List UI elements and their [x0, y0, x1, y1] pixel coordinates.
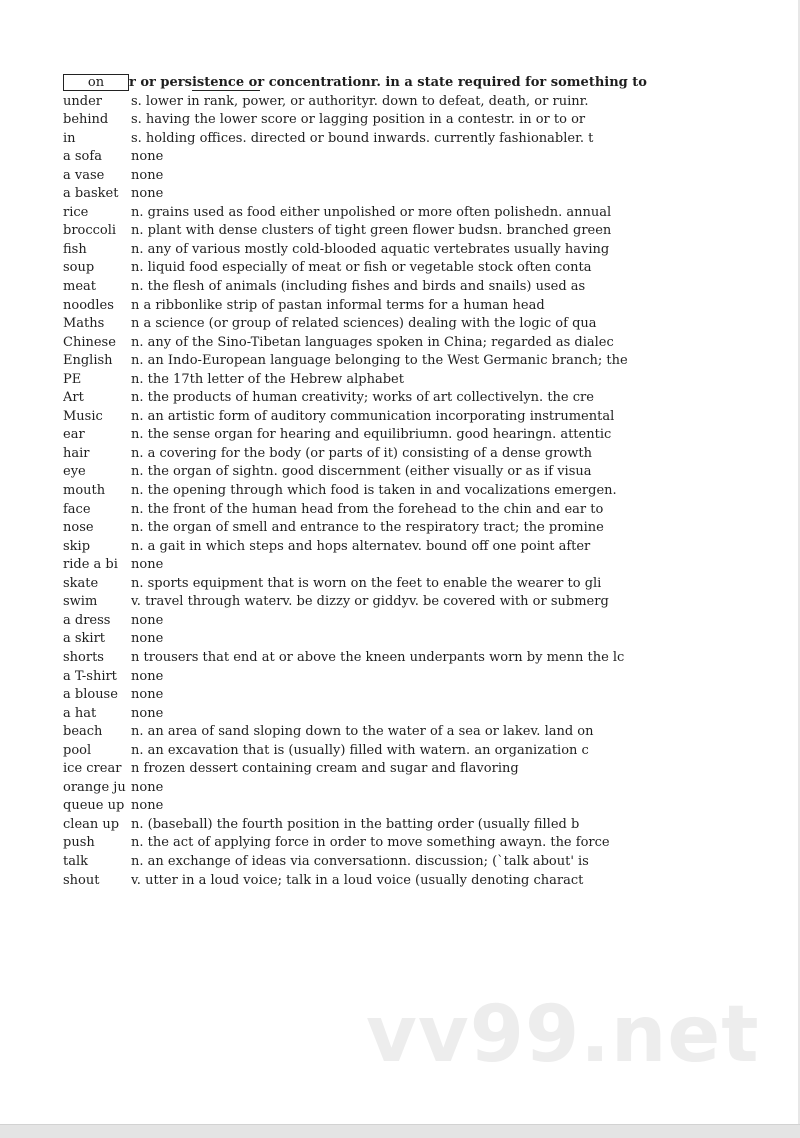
definition-cell: n. the front of the human head from the forehead to the chin and ear to — [131, 501, 604, 517]
definition-cell: n. the sense organ for hearing and equilibriumn. good hearingn. attentic — [131, 427, 612, 443]
definition-cell: n. any of the Sino-Tibetan languages spoken in China; regarded as dialec — [131, 334, 614, 350]
definition-cell: v. travel through waterv. be dizzy or giddyv. be covered with or submerg — [131, 594, 609, 610]
word-cell: push — [63, 834, 131, 853]
table-row — [63, 408, 675, 427]
table-row — [63, 538, 675, 557]
viewer-bottom-bar — [0, 1124, 800, 1138]
table-row — [63, 519, 675, 538]
table-row — [63, 723, 675, 742]
table-row — [63, 593, 675, 612]
table-row — [63, 278, 675, 297]
definition-cell: n. the flesh of animals (including fishes and birds and snails) used as — [131, 279, 586, 295]
definition-cell: n. an Indo-European language belonging to the West Germanic branch; the — [131, 353, 628, 369]
definition-cell: n. grains used as food either unpolished or more often polishedn. annual — [131, 204, 612, 220]
definition-cell: n. an exchange of ideas via conversationn. discussion; (`talk about' is — [131, 853, 589, 869]
word-cell: in — [63, 130, 131, 149]
table-row — [63, 297, 675, 316]
table-row — [63, 649, 675, 668]
table-row — [63, 389, 675, 408]
definition-cell: none — [131, 149, 164, 165]
word-cell: Chinese — [63, 334, 131, 353]
definition-cell: n. the products of human creativity; works of art collectivelyn. the cre — [131, 390, 594, 406]
word-cell: a dress — [63, 612, 131, 631]
table-row — [63, 259, 675, 278]
definition-cell: none — [131, 186, 164, 202]
definition-cell: n trousers that end at or above the kneen underpants worn by menn the lc — [131, 649, 625, 665]
definition-cell: s. holding offices. directed or bound inwards. currently fashionabler. t — [131, 130, 594, 146]
table-row — [63, 779, 675, 798]
word-cell: eye — [63, 463, 131, 482]
definition-cell: n. any of various mostly cold-blooded aquatic vertebrates usually having — [131, 241, 610, 257]
word-list-table — [63, 74, 675, 890]
word-cell: PE — [63, 371, 131, 390]
table-row — [63, 426, 675, 445]
word-cell: Art — [63, 389, 131, 408]
word-cell: a T-shirt — [63, 668, 131, 687]
definition-cell: none — [131, 167, 164, 183]
word-rows — [63, 93, 675, 891]
definition-cell: v. utter in a loud voice; talk in a loud voice (usually denoting charact — [131, 872, 584, 888]
word-cell: swim — [63, 593, 131, 612]
word-cell: a blouse — [63, 686, 131, 705]
word-cell: ice crear — [63, 760, 131, 779]
definition-cell: n. the opening through which food is taken in and vocalizations emergen. — [131, 483, 617, 499]
word-cell: ride a bi — [63, 556, 131, 575]
table-row — [63, 463, 675, 482]
word-cell: queue up — [63, 797, 131, 816]
table-row — [63, 872, 675, 891]
word-cell: English — [63, 352, 131, 371]
definition-cell: n. the 17th letter of the Hebrew alphabet — [131, 371, 404, 387]
definition-cell: n a science (or group of related sciences) dealing with the logic of qua — [131, 316, 597, 332]
definition-cell: n. an artistic form of auditory communication incorporating instrumental — [131, 408, 615, 424]
word-cell: shorts — [63, 649, 131, 668]
word-cell: clean up — [63, 816, 131, 835]
definition-cell: none — [131, 631, 164, 647]
definition-cell: n a ribbonlike strip of pastan informal terms for a human head — [131, 297, 545, 313]
definition-cell: s. having the lower score or lagging position in a contestr. in or to or — [131, 112, 586, 128]
table-row — [63, 241, 675, 260]
table-row — [63, 742, 675, 761]
header-word-cell[interactable]: on — [63, 74, 129, 91]
word-cell: Maths — [63, 315, 131, 334]
word-cell: Music — [63, 408, 131, 427]
table-row — [63, 853, 675, 872]
definition-cell: n. a gait in which steps and hops alternatev. bound off one point after — [131, 538, 591, 554]
table-row — [63, 482, 675, 501]
table-row — [63, 334, 675, 353]
definition-cell: n. liquid food especially of meat or fish or vegetable stock often conta — [131, 260, 592, 276]
table-row — [63, 760, 675, 779]
definition-cell: n. an area of sand sloping down to the water of a sea or lakev. land on — [131, 724, 594, 740]
word-cell: talk — [63, 853, 131, 872]
definition-cell: s. lower in rank, power, or authorityr. down to defeat, death, or ruinr. — [131, 93, 589, 109]
table-row — [63, 445, 675, 464]
table-row — [63, 816, 675, 835]
definition-cell: none — [131, 687, 164, 703]
word-cell: pool — [63, 742, 131, 761]
header-definition: r or persistence or concentrationr. in a state required for something to — [129, 75, 647, 90]
table-row — [63, 797, 675, 816]
word-cell: fish — [63, 241, 131, 260]
table-row — [63, 130, 675, 149]
word-cell: soup — [63, 259, 131, 278]
definition-cell: none — [131, 612, 164, 628]
word-cell: skip — [63, 538, 131, 557]
table-row — [63, 222, 675, 241]
definition-cell: n. plant with dense clusters of tight green flower budsn. branched green — [131, 223, 612, 239]
table-row — [63, 575, 675, 594]
word-cell: shout — [63, 872, 131, 891]
word-cell: orange ju — [63, 779, 131, 798]
table-row — [63, 315, 675, 334]
table-row — [63, 501, 675, 520]
word-cell: noodles — [63, 297, 131, 316]
definition-cell: n. the act of applying force in order to move something awayn. the force — [131, 835, 610, 851]
word-cell: hair — [63, 445, 131, 464]
definition-cell: n. a covering for the body (or parts of it) consisting of a dense growth — [131, 445, 592, 461]
watermark: vv99.net — [366, 990, 760, 1080]
definition-cell: n. sports equipment that is worn on the feet to enable the wearer to gli — [131, 575, 602, 591]
table-row — [63, 167, 675, 186]
word-cell: behind — [63, 111, 131, 130]
table-row — [63, 686, 675, 705]
definition-cell: n. the organ of sightn. good discernment (either visually or as if visua — [131, 464, 592, 480]
definition-cell: n. (baseball) the fourth position in the batting order (usually filled b — [131, 816, 580, 832]
definition-cell: n. an excavation that is (usually) filled with watern. an organization c — [131, 742, 589, 758]
table-row — [63, 556, 675, 575]
header-underline — [192, 90, 260, 91]
table-row — [63, 705, 675, 724]
word-cell: a hat — [63, 705, 131, 724]
word-cell: a skirt — [63, 630, 131, 649]
table-row — [63, 111, 675, 130]
definition-cell: none — [131, 705, 164, 721]
word-cell: a vase — [63, 167, 131, 186]
word-cell: skate — [63, 575, 131, 594]
word-cell: a sofa — [63, 148, 131, 167]
word-cell: face — [63, 501, 131, 520]
definition-cell: n frozen dessert containing cream and sugar and flavoring — [131, 761, 519, 777]
word-cell: meat — [63, 278, 131, 297]
table-row — [63, 185, 675, 204]
table-row — [63, 148, 675, 167]
word-cell: ear — [63, 426, 131, 445]
table-row — [63, 352, 675, 371]
header-row — [63, 74, 675, 93]
definition-cell: n. the organ of smell and entrance to the respiratory tract; the promine — [131, 520, 604, 536]
table-row — [63, 612, 675, 631]
word-cell: broccoli — [63, 222, 131, 241]
word-cell: beach — [63, 723, 131, 742]
definition-cell: none — [131, 668, 164, 684]
word-cell: a basket — [63, 185, 131, 204]
word-cell: nose — [63, 519, 131, 538]
word-cell: mouth — [63, 482, 131, 501]
definition-cell: none — [131, 557, 164, 573]
table-row — [63, 371, 675, 390]
table-row — [63, 204, 675, 223]
word-cell: under — [63, 93, 131, 112]
definition-cell: none — [131, 779, 164, 795]
word-cell: rice — [63, 204, 131, 223]
definition-cell: none — [131, 798, 164, 814]
table-row — [63, 93, 675, 112]
table-row — [63, 630, 675, 649]
table-row — [63, 668, 675, 687]
table-row — [63, 834, 675, 853]
